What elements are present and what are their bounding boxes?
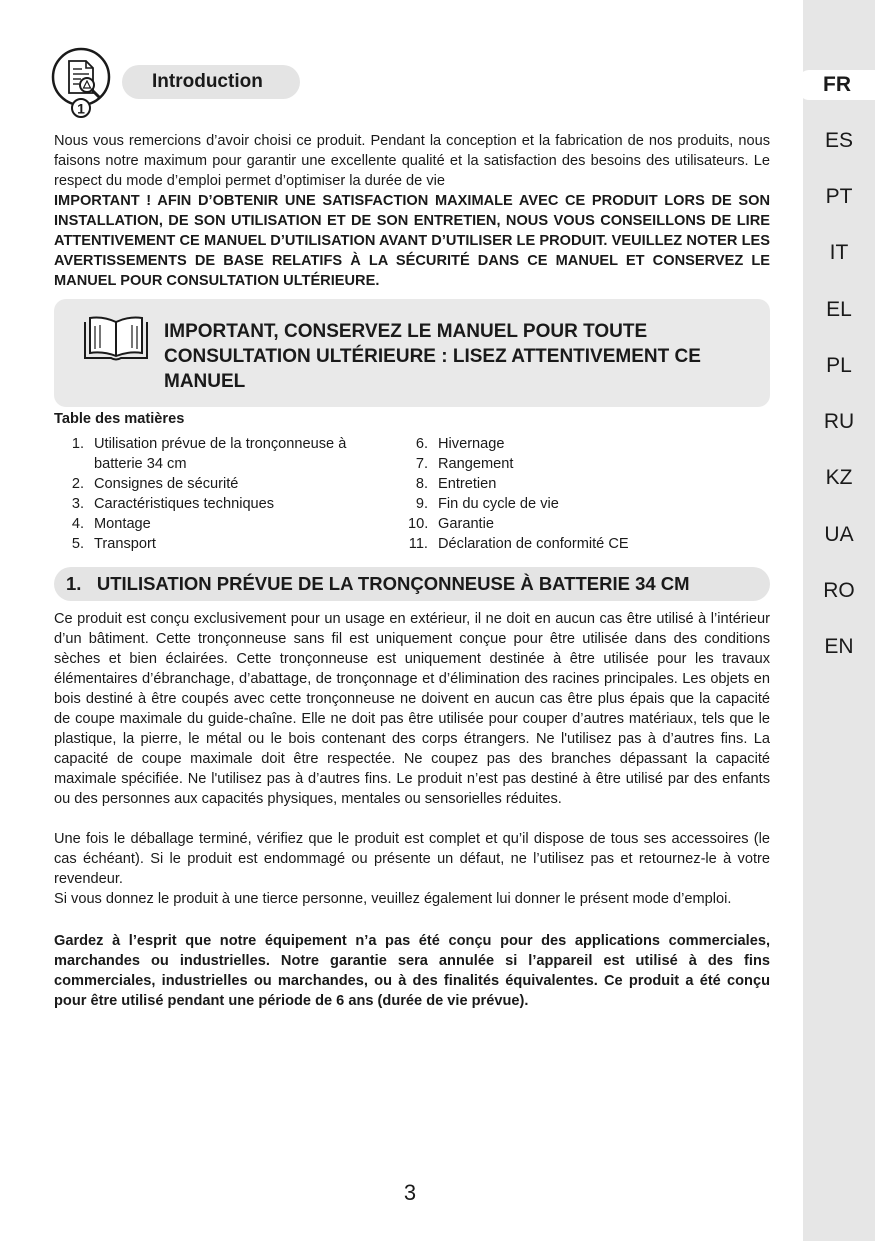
lang-tab-es[interactable]: ES xyxy=(824,129,853,152)
lang-tab-pl[interactable]: PL xyxy=(826,354,852,377)
toc-item[interactable] xyxy=(54,494,384,514)
toc-item-label: Déclaration de conformité CE xyxy=(438,536,629,552)
introduction-heading: Introduction xyxy=(122,65,300,99)
toc-item-number: 5. xyxy=(71,536,84,552)
important-notice-box xyxy=(54,299,770,407)
open-book-icon xyxy=(81,314,151,364)
toc-item-number: 2. xyxy=(71,476,84,492)
intro-warning: IMPORTANT ! AFIN D’OBTENIR UNE SATISFACTION MAXIMALE AVEC CE PRODUIT LORS DE SON INSTALLATION, DE SON UTILISATION ET DE SON ENTRETIEN, NOUS VOUS CONSEILLONS DE LIRE ATTENTIVEMENT CE MANUEL D’UTILISATION AVANT D’UTILISER LE PRODUIT. VEUILLEZ NOTER LES AVERTISSEMENTS DE BASE RELATIFS À LA SÉCURITÉ DANS CE MANUEL ET CONSERVEZ LE MANUEL POUR CONSULTATION ULTÉRIEURE. xyxy=(54,193,770,289)
section-1-paragraph-1: Ce produit est conçu exclusivement pour un usage en extérieur, il ne doit en aucun cas être utilisé à l’intérieur d’un bâtiment. Cette tronçonneuse sans fil est uniquement conçue pour être utilisée dans des conditions sèches et bien éclairées. Cette tronçonneuse est uniquement destinée à être utilisée pour les travaux élémentaires d’ébranchage, d’abattage, de tronçonnage et d’élimination des racines principales. Les objets en bois destiné à être coupés avec cette tronçonneuse ne doivent en aucun cas être plus épais que la capacité de coupe maximale du guide-chaîne. Elle ne doit pas être utilisée pour couper d’autres matériaux, tels que le plastique, la pierre, le métal ou le bois contenant des corps étrangers. Ne l'utilisez pas à d’autres fins. La capacité de coupe maximale doit être respectée. Ne coupez pas des branches dépassant la capacité maximale spécifiée. Ne l'utilisez pas à d’autres fins. Le produit n’est pas destiné à être utilisé par des enfants ou des personnes aux capacités physiques, mentales ou sensorielles réduites. xyxy=(54,611,770,807)
section-1-paragraph-3: Si vous donnez le produit à une tierce personne, veuillez également lui donner le présent mode d’emploi. xyxy=(54,891,732,907)
toc-right-column xyxy=(408,434,768,554)
toc-item-number: 4. xyxy=(71,516,84,532)
toc-item-label: Consignes de sécurité xyxy=(94,476,239,492)
document-inspection-icon xyxy=(51,47,111,119)
toc-item-label: Entretien xyxy=(438,476,497,492)
page-number: 3 xyxy=(403,1180,417,1205)
lang-tab-el[interactable]: EL xyxy=(826,298,852,321)
toc-item[interactable] xyxy=(408,434,768,454)
toc-item[interactable] xyxy=(408,514,768,534)
toc-item-number: 8. xyxy=(415,476,428,492)
toc-item-number: 1. xyxy=(71,436,84,452)
toc-item-number: 3. xyxy=(71,496,84,512)
section-1-paragraph-2: Une fois le déballage terminé, vérifiez que le produit est complet et qu’il dispose de tous ses accessoires (le cas échéant). Si le produit est endommagé ou présente un défaut, ne l’utilisez pas et retournez-le à votre revendeur. xyxy=(54,831,770,887)
toc-item-label: Utilisation prévue de la tronçonneuse à batterie 34 cm xyxy=(94,436,347,472)
toc-item-label: Caractéristiques techniques xyxy=(94,496,275,512)
lang-tab-ro[interactable]: RO xyxy=(823,579,855,602)
section-1-paragraph-4: Gardez à l’esprit que notre équipement n’a pas été conçu pour des applications commerciales, marchandes ou industrielles. Notre garantie sera annulée si l’appareil est utilisé à des fins commerciales, industrielles ou marchandes, ou à des finalités équivalentes. Ce produit a été conçu pour être utilisé pendant une période de 6 ans (durée de vie prévue). xyxy=(54,933,770,1009)
intro-icon-number: 1 xyxy=(77,100,85,117)
lang-tab-it[interactable]: IT xyxy=(829,241,849,264)
toc-item[interactable] xyxy=(54,434,384,474)
lang-tab-kz[interactable]: KZ xyxy=(825,466,853,489)
toc-item[interactable] xyxy=(54,474,384,494)
lang-tab-ru[interactable]: RU xyxy=(823,410,855,433)
toc-item-number: 7. xyxy=(415,456,428,472)
intro-paragraph: Nous vous remercions d’avoir choisi ce produit. Pendant la conception et la fabrication de nos produits, nous faisons notre maximum pour garantir une excellente qualité et la satisfaction des besoins des utilisateurs. Le respect du mode d’emploi permet d’optimiser la durée de vie xyxy=(54,133,770,189)
toc-item[interactable] xyxy=(408,534,768,554)
section-1-heading: 1. UTILISATION PRÉVUE DE LA TRONÇONNEUSE À BATTERIE 34 CM xyxy=(54,567,770,601)
toc-item-label: Montage xyxy=(94,516,151,532)
toc-item-label: Fin du cycle de vie xyxy=(438,496,559,512)
toc-item-number: 6. xyxy=(415,436,428,452)
toc-item-label: Hivernage xyxy=(438,436,505,452)
toc-item-number: 9. xyxy=(415,496,428,512)
toc-item[interactable] xyxy=(408,454,768,474)
toc-item-number: 11. xyxy=(408,536,428,552)
toc-item[interactable] xyxy=(408,474,768,494)
toc-item[interactable] xyxy=(54,514,384,534)
toc-item[interactable] xyxy=(408,494,768,514)
toc-item-label: Transport xyxy=(94,536,156,552)
toc-item-label: Garantie xyxy=(438,516,494,532)
toc-item-label: Rangement xyxy=(438,456,514,472)
toc-item[interactable] xyxy=(54,534,384,554)
lang-tab-pt[interactable]: PT xyxy=(825,185,853,208)
lang-tab-en[interactable]: EN xyxy=(824,635,854,658)
language-sidebar xyxy=(803,0,875,1241)
lang-tab-fr[interactable]: FR xyxy=(799,70,875,100)
toc-item-number: 10. xyxy=(408,516,429,532)
toc-left-column xyxy=(54,434,384,554)
toc-title: Table des matières xyxy=(54,411,185,427)
important-notice-text: IMPORTANT, CONSERVEZ LE MANUEL POUR TOUTE CONSULTATION ULTÉRIEURE : LISEZ ATTENTIVEMENT CE MANUEL xyxy=(164,321,701,392)
lang-tab-ua[interactable]: UA xyxy=(824,523,854,546)
